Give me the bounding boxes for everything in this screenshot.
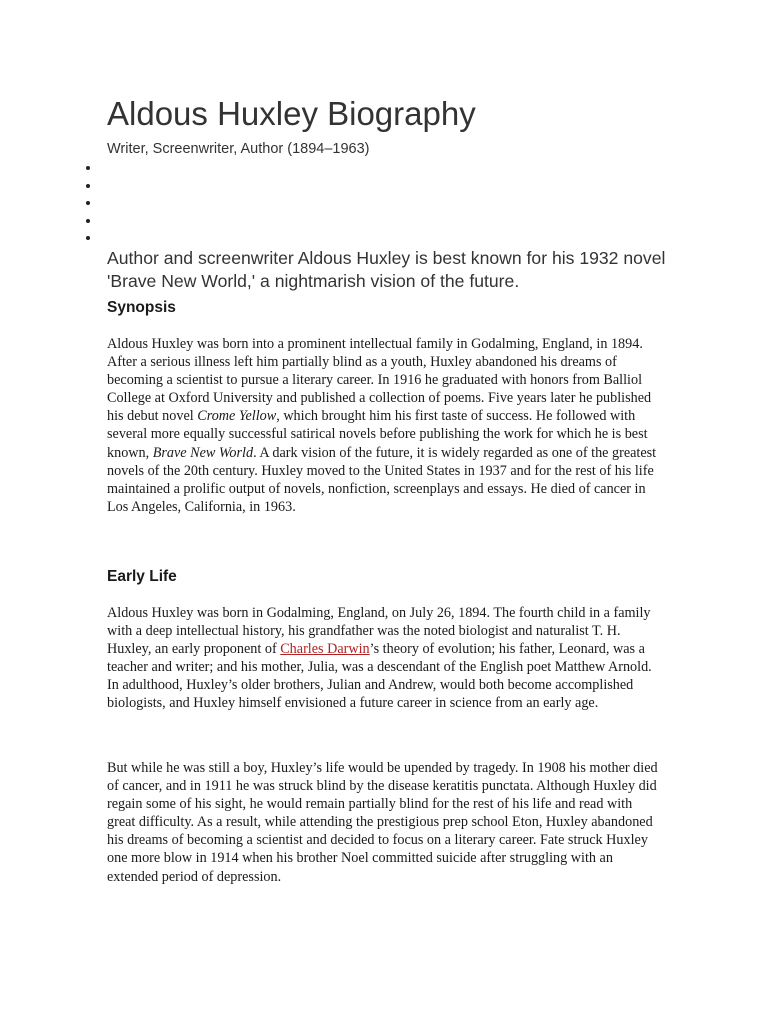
page-subtitle: Writer, Screenwriter, Author (1894–1963) (107, 141, 370, 157)
page-title: Aldous Huxley Biography (107, 95, 476, 132)
crome-yellow-title: Crome Yellow (197, 408, 277, 425)
brave-new-world-title: Brave New World (152, 444, 254, 461)
synopsis-heading: Synopsis (107, 299, 176, 316)
early-life-paragraph-2: But while he was still a boy, Huxley’s life would be upended by tragedy. In 1908 his mother died of cancer, and in 1911 he was struck blind by the disease keratitis punctata. Although Huxley did regain some of his sight, he would remain partially blind for the rest of his life and read with great difficulty. As a result, while attending the prestigious prep school Eton, Huxley abandoned his dreams of becoming a scientist and decided to focus on a literary career. Fate struck Huxley one more blow in 1914 when his brother Noel committed suicide after struggling with an extended period of depression. (107, 760, 658, 885)
article-lede: Author and screenwriter Aldous Huxley is best known for his 1932 novel 'Brave New World,' a nightmarish vision of the future. (107, 248, 666, 291)
early-life-paragraph-1: Aldous Huxley was born in Godalming, England, on July 26, 1894. The fourth child in a family with a deep intellectual history, his grandfather was the noted biologist and naturalist T. H. Huxley, an early proponent of Charles Darwin’s theory of evolution; his father, Leonard, was a teacher and writer; and his mother, Julia, was a descendant of the English poet Matthew Arnold. In adulthood, Huxley’s older brothers, Julian and Andrew, would both become accomplished biologists, and Huxley himself envisioned a future career in science from an early age. (107, 605, 652, 712)
early-life-heading: Early Life (107, 568, 177, 585)
synopsis-paragraph: Aldous Huxley was born into a prominent intellectual family in Godalming, England, in 1894. After a serious illness left him partially blind as a youth, Huxley abandoned his dreams of becoming a scientist to pursue a literary career. In 1916 he graduated with honors from Balliol College at Oxford University and published a collection of poems. Five years later he published his debut novel Crome Yellow, which brought him his first taste of success. He followed with several more equally successful satirical novels before publishing the work for which he is best known, Brave New World. A dark vision of the future, it is widely regarded as one of the greatest novels of the 20th century. Huxley moved to the United States in 1937 and for the rest of his life maintained a prolific output of novels, nonfiction, screenplays and essays. He died of cancer in Los Angeles, California, in 1963. (107, 336, 657, 515)
charles-darwin-link[interactable]: Charles Darwin (280, 641, 370, 658)
